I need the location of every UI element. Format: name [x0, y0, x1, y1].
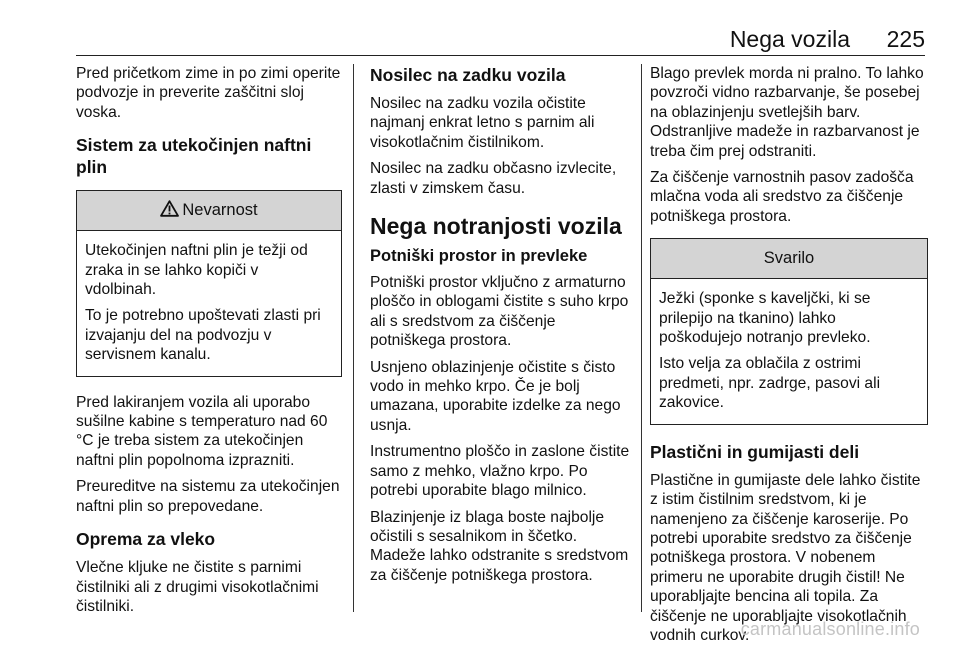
tow-heading: Oprema za vleko [76, 529, 216, 550]
cabin-paragraph: Potniški prostor vključno z armaturno ploščo in oblogami čistite s suho krpo ali s sredstvom za čiščenje potniškega prostora. [370, 274, 629, 350]
warning-triangle-icon [160, 193, 179, 232]
danger-paragraph: To je potrebno upoštevati zlasti pri izvajanju del na podvozju v servisnem kanalu. [85, 307, 321, 364]
carrier-heading: Nosilec na zadku vozila [370, 65, 566, 85]
cabin-paragraph: Usnjeno oblazinjenje očistite s čisto vodo in mehko krpo. Če je bolj umazana, uporabite izdelke za nego usnja. [370, 358, 621, 434]
danger-box-label: Nevarnost [182, 201, 258, 220]
caution-paragraph: Isto velja za oblačila z ostrimi predmeti, npr. zadrge, pasovi ali zakovice. [659, 355, 881, 412]
caution-paragraph: Ježki (sponke s kaveljčki, ki se prilepijo na tkanino) lahko poškodujejo notranjo prevleko. [659, 290, 871, 347]
column-divider [641, 64, 642, 612]
caution-box-title: Svarilo [651, 239, 927, 279]
interior-heading: Nega notranjosti vozila [370, 213, 622, 240]
plastic-paragraph: Plastične in gumijaste dele lahko čistite z istim čistilnim sredstvom, ki je namenjeno za čiščenje karoserije. Po potrebi uporabite sredstvo za čiščenje potniškega prostora. V nobenem primeru ne uporabite drugih čistil! Ne uporabljajte bencina ali topila. Za čiščenje ne uporabljajte visokotlačnih vodnih curkov. [650, 471, 921, 644]
intro-paragraph: Pred pričetkom zime in po zimi operite podvozje in preverite zaščitni sloj voska. [76, 65, 341, 121]
cabin-paragraph: Instrumentno ploščo in zaslone čistite samo z mehko, vlažno krpo. Po potrebi uporabite blago milnico. [370, 443, 630, 500]
danger-paragraph: Utekočinjen naftni plin je težji od zraka in se lahko kopiči v vdolbinah. [85, 242, 308, 299]
carrier-paragraph: Nosilec na zadku občasno izvlecite, zlasti v zimskem času. [370, 160, 617, 197]
page-number: 225 [886, 26, 925, 52]
caution-box [650, 238, 928, 424]
page-header [0, 24, 960, 56]
danger-box-body [77, 231, 341, 375]
column-2 [370, 64, 632, 592]
modifications-paragraph: Preureditve na sistemu za utekočinjen naftni plin so prepovedane. [76, 478, 340, 515]
tow-paragraph: Vlečne kljuke ne čistite s parnimi čistilniki ali z drugimi visokotlačnimi čistilniki. [76, 559, 319, 615]
lpg-heading: Sistem za utekočinjen naftni plin [76, 135, 312, 178]
column-1 [76, 64, 342, 623]
fabric-paragraph: Blago prevlek morda ni pralno. To lahko povzroči vidno razbarvanje, še posebej na oblazinjenju svetlejših barv. Odstranljive madeže in razbarvanost je treba čim prej odstraniti. [650, 65, 924, 160]
plastic-heading: Plastični in gumijasti deli [650, 441, 860, 462]
cabin-paragraph: Blazinjenje iz blaga boste najbolje očistili s sesalnikom in ščetko. Madeže lahko odstranite s sredstvom za čiščenje potniškega prostora. [370, 508, 629, 584]
column-3 [650, 64, 928, 652]
section-title: Nega vozila [729, 26, 850, 52]
danger-box [76, 190, 342, 376]
watermark: carmanualsonline.info [740, 619, 920, 639]
header-rule [76, 55, 925, 56]
seatbelt-paragraph: Za čiščenje varnostnih pasov zadošča mlačna voda ali sredstvo za čiščenje potniškega prostora. [650, 169, 914, 225]
carrier-paragraph: Nosilec na zadku vozila očistite najmanj enkrat letno s parnim ali visokotlačnim čistilnikom. [370, 95, 595, 151]
caution-box-body [651, 279, 927, 423]
danger-box-title [77, 191, 341, 231]
paint-paragraph: Pred lakiranjem vozila ali uporabo sušilne kabine s temperaturo nad 60 °C je treba sistem za utekočinjen naftni plin popolnoma izprazniti. [76, 393, 328, 469]
column-divider [353, 64, 354, 612]
cabin-heading: Potniški prostor in prevleke [370, 247, 588, 266]
